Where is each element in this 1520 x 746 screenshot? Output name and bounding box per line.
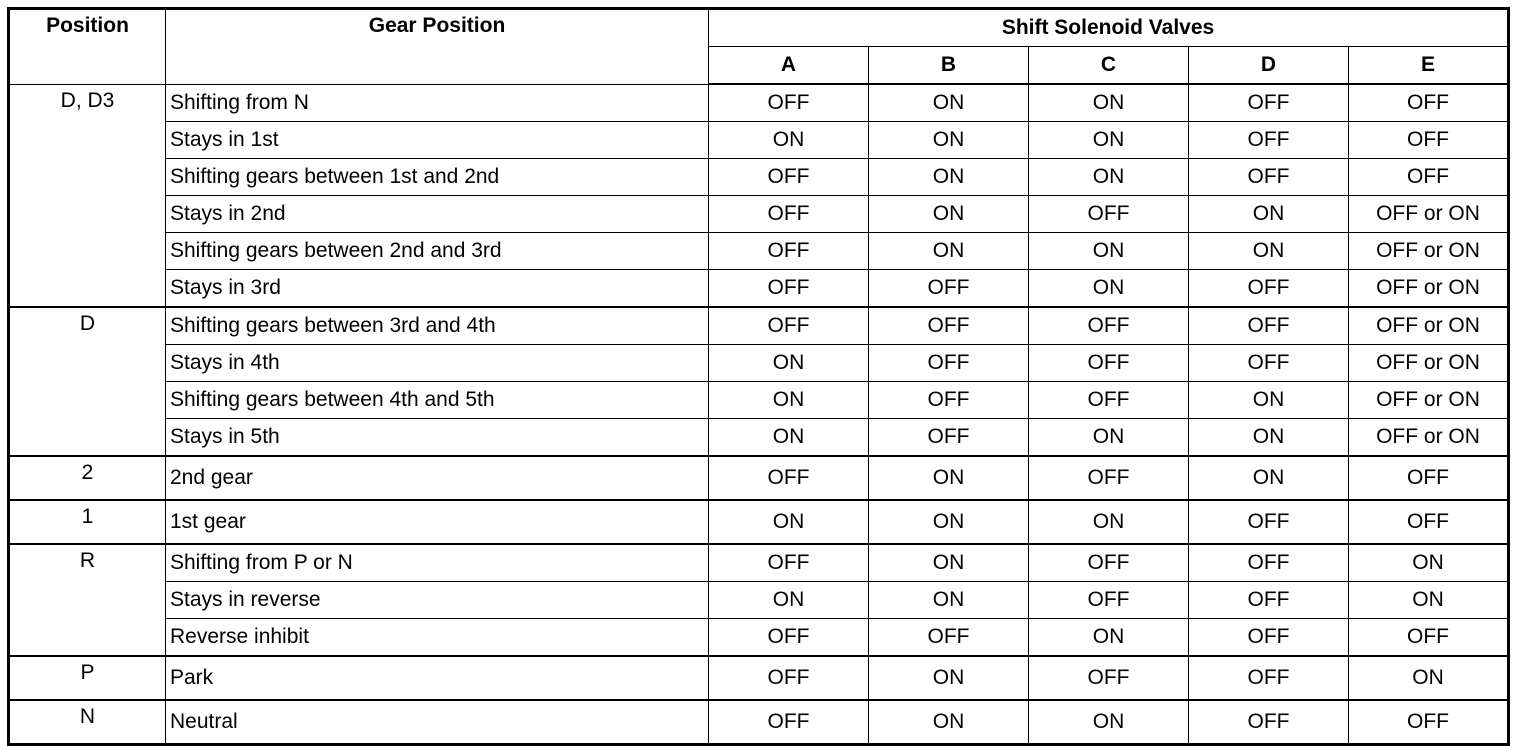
valve-c-cell: OFF xyxy=(1029,307,1189,345)
valve-a-cell: OFF xyxy=(709,196,869,233)
header-valve-a: A xyxy=(709,47,869,85)
valve-c-cell: ON xyxy=(1029,159,1189,196)
valve-a-cell: OFF xyxy=(709,307,869,345)
header-row-top xyxy=(9,9,1509,47)
header-shift-solenoid-valves: Shift Solenoid Valves xyxy=(709,9,1509,47)
table-row xyxy=(9,582,1509,619)
valve-e-cell: ON xyxy=(1349,656,1509,700)
valve-e-cell: OFF or ON xyxy=(1349,233,1509,270)
position-cell: R xyxy=(9,544,166,656)
gear-position-cell: Shifting gears between 2nd and 3rd xyxy=(166,233,709,270)
valve-c-cell: ON xyxy=(1029,500,1189,544)
position-cell: N xyxy=(9,700,166,745)
valve-e-cell: ON xyxy=(1349,544,1509,582)
valve-c-cell: ON xyxy=(1029,84,1189,122)
valve-a-cell: ON xyxy=(709,345,869,382)
valve-c-cell: OFF xyxy=(1029,456,1189,500)
valve-b-cell: OFF xyxy=(869,619,1029,657)
valve-e-cell: ON xyxy=(1349,582,1509,619)
table-row xyxy=(9,619,1509,657)
gear-position-cell: 2nd gear xyxy=(166,456,709,500)
table-row xyxy=(9,345,1509,382)
valve-b-cell: OFF xyxy=(869,345,1029,382)
gear-position-cell: Stays in 2nd xyxy=(166,196,709,233)
valve-d-cell: OFF xyxy=(1189,345,1349,382)
valve-a-cell: OFF xyxy=(709,619,869,657)
valve-c-cell: ON xyxy=(1029,233,1189,270)
table-row xyxy=(9,233,1509,270)
table-row xyxy=(9,656,1509,700)
valve-c-cell: OFF xyxy=(1029,656,1189,700)
table-row xyxy=(9,307,1509,345)
valve-e-cell: OFF xyxy=(1349,84,1509,122)
valve-b-cell: ON xyxy=(869,196,1029,233)
valve-c-cell: OFF xyxy=(1029,345,1189,382)
valve-b-cell: OFF xyxy=(869,270,1029,308)
valve-e-cell: OFF or ON xyxy=(1349,345,1509,382)
table-row xyxy=(9,500,1509,544)
valve-d-cell: OFF xyxy=(1189,582,1349,619)
table-row xyxy=(9,544,1509,582)
valve-e-cell: OFF xyxy=(1349,159,1509,196)
solenoid-table-container xyxy=(7,7,1510,746)
valve-a-cell: OFF xyxy=(709,270,869,308)
valve-e-cell: OFF xyxy=(1349,456,1509,500)
header-gear-position: Gear Position xyxy=(166,9,709,85)
position-cell: P xyxy=(9,656,166,700)
valve-d-cell: ON xyxy=(1189,233,1349,270)
valve-b-cell: ON xyxy=(869,700,1029,745)
valve-a-cell: OFF xyxy=(709,456,869,500)
gear-position-cell: 1st gear xyxy=(166,500,709,544)
valve-c-cell: ON xyxy=(1029,270,1189,308)
gear-position-cell: Park xyxy=(166,656,709,700)
valve-a-cell: ON xyxy=(709,122,869,159)
gear-position-cell: Stays in 5th xyxy=(166,419,709,457)
valve-d-cell: ON xyxy=(1189,382,1349,419)
valve-a-cell: ON xyxy=(709,382,869,419)
valve-d-cell: OFF xyxy=(1189,544,1349,582)
valve-c-cell: OFF xyxy=(1029,544,1189,582)
valve-a-cell: OFF xyxy=(709,233,869,270)
valve-e-cell: OFF xyxy=(1349,619,1509,657)
gear-position-cell: Shifting from N xyxy=(166,84,709,122)
valve-b-cell: ON xyxy=(869,84,1029,122)
valve-a-cell: OFF xyxy=(709,700,869,745)
valve-a-cell: OFF xyxy=(709,656,869,700)
gear-position-cell: Stays in reverse xyxy=(166,582,709,619)
valve-d-cell: OFF xyxy=(1189,307,1349,345)
valve-b-cell: OFF xyxy=(869,382,1029,419)
valve-d-cell: OFF xyxy=(1189,700,1349,745)
valve-d-cell: OFF xyxy=(1189,619,1349,657)
gear-position-cell: Reverse inhibit xyxy=(166,619,709,657)
valve-e-cell: OFF or ON xyxy=(1349,419,1509,457)
header-valve-c: C xyxy=(1029,47,1189,85)
table-row xyxy=(9,456,1509,500)
valve-b-cell: ON xyxy=(869,233,1029,270)
valve-c-cell: OFF xyxy=(1029,382,1189,419)
valve-e-cell: OFF or ON xyxy=(1349,196,1509,233)
valve-c-cell: ON xyxy=(1029,619,1189,657)
valve-a-cell: ON xyxy=(709,500,869,544)
valve-a-cell: OFF xyxy=(709,544,869,582)
gear-position-cell: Shifting gears between 4th and 5th xyxy=(166,382,709,419)
position-cell: D xyxy=(9,307,166,456)
valve-b-cell: ON xyxy=(869,656,1029,700)
valve-e-cell: OFF or ON xyxy=(1349,382,1509,419)
header-valve-e: E xyxy=(1349,47,1509,85)
table-row xyxy=(9,84,1509,122)
gear-position-cell: Neutral xyxy=(166,700,709,745)
position-cell: 2 xyxy=(9,456,166,500)
table-row xyxy=(9,700,1509,745)
shift-solenoid-table xyxy=(7,7,1510,746)
valve-a-cell: ON xyxy=(709,419,869,457)
valve-d-cell: OFF xyxy=(1189,656,1349,700)
gear-position-cell: Stays in 4th xyxy=(166,345,709,382)
valve-e-cell: OFF xyxy=(1349,122,1509,159)
gear-position-cell: Shifting gears between 3rd and 4th xyxy=(166,307,709,345)
valve-d-cell: OFF xyxy=(1189,159,1349,196)
valve-c-cell: ON xyxy=(1029,700,1189,745)
table-body xyxy=(9,84,1509,745)
valve-b-cell: ON xyxy=(869,122,1029,159)
valve-d-cell: ON xyxy=(1189,456,1349,500)
valve-e-cell: OFF xyxy=(1349,700,1509,745)
valve-d-cell: ON xyxy=(1189,196,1349,233)
valve-e-cell: OFF or ON xyxy=(1349,270,1509,308)
table-row xyxy=(9,382,1509,419)
valve-d-cell: OFF xyxy=(1189,270,1349,308)
valve-c-cell: ON xyxy=(1029,122,1189,159)
valve-b-cell: ON xyxy=(869,544,1029,582)
valve-c-cell: ON xyxy=(1029,419,1189,457)
table-row xyxy=(9,159,1509,196)
valve-d-cell: OFF xyxy=(1189,500,1349,544)
valve-d-cell: OFF xyxy=(1189,84,1349,122)
table-row xyxy=(9,122,1509,159)
position-cell: D, D3 xyxy=(9,84,166,307)
gear-position-cell: Stays in 3rd xyxy=(166,270,709,308)
position-cell: 1 xyxy=(9,500,166,544)
valve-c-cell: OFF xyxy=(1029,582,1189,619)
valve-a-cell: OFF xyxy=(709,159,869,196)
gear-position-cell: Shifting from P or N xyxy=(166,544,709,582)
header-valve-b: B xyxy=(869,47,1029,85)
valve-b-cell: OFF xyxy=(869,307,1029,345)
valve-b-cell: ON xyxy=(869,582,1029,619)
gear-position-cell: Stays in 1st xyxy=(166,122,709,159)
valve-b-cell: OFF xyxy=(869,419,1029,457)
gear-position-cell: Shifting gears between 1st and 2nd xyxy=(166,159,709,196)
table-row xyxy=(9,419,1509,457)
valve-b-cell: ON xyxy=(869,500,1029,544)
valve-a-cell: ON xyxy=(709,582,869,619)
table-row xyxy=(9,196,1509,233)
header-position: Position xyxy=(9,9,166,85)
valve-e-cell: OFF or ON xyxy=(1349,307,1509,345)
header-valve-d: D xyxy=(1189,47,1349,85)
valve-d-cell: ON xyxy=(1189,419,1349,457)
table-row xyxy=(9,270,1509,308)
valve-b-cell: ON xyxy=(869,159,1029,196)
valve-b-cell: ON xyxy=(869,456,1029,500)
valve-a-cell: OFF xyxy=(709,84,869,122)
valve-e-cell: OFF xyxy=(1349,500,1509,544)
valve-d-cell: OFF xyxy=(1189,122,1349,159)
valve-c-cell: OFF xyxy=(1029,196,1189,233)
